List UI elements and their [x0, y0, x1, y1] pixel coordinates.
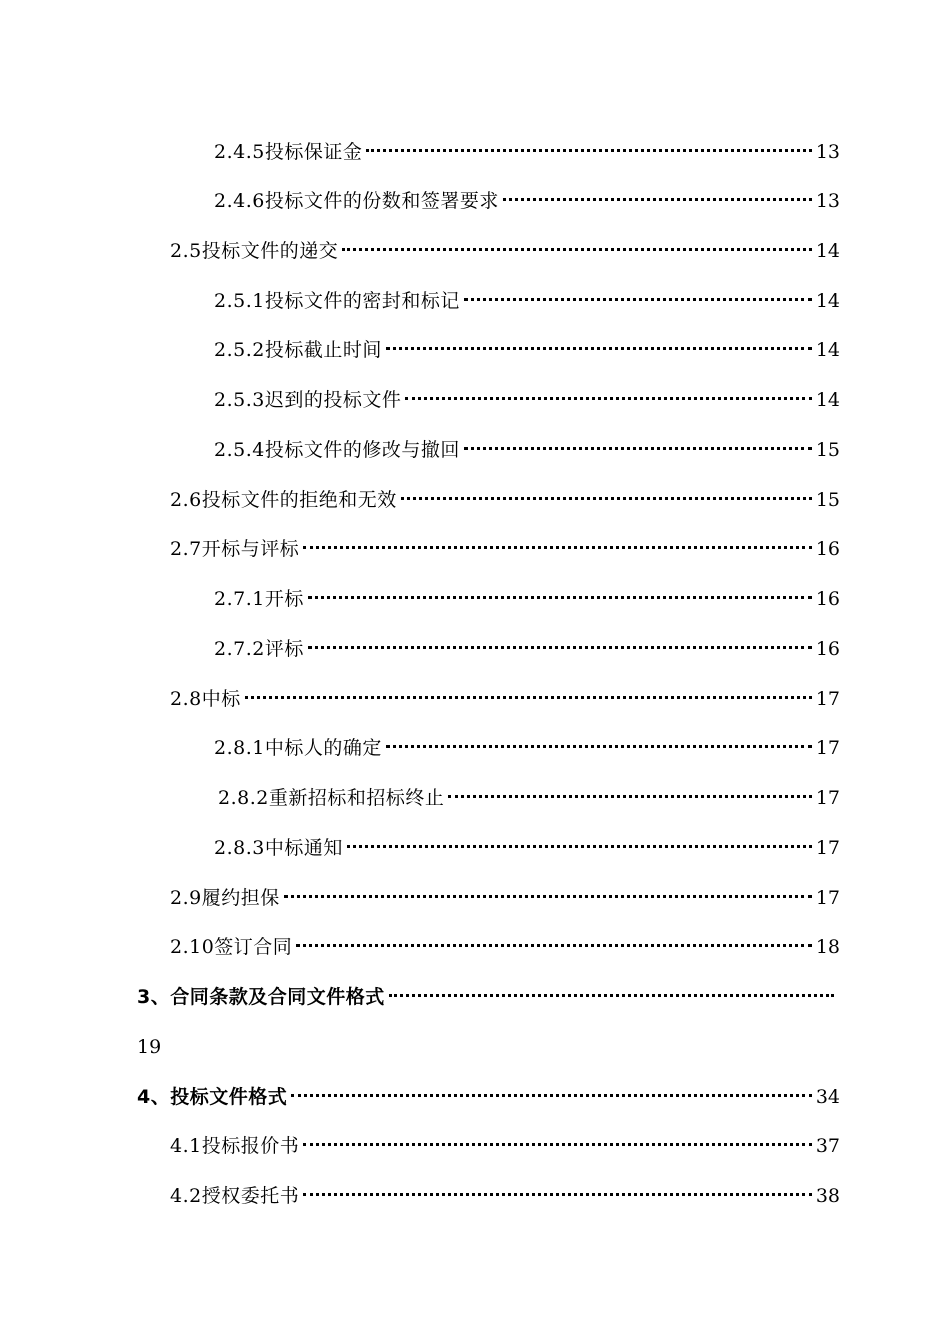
toc-leader	[386, 745, 812, 748]
toc-leader	[464, 447, 812, 450]
toc-entry-title: 4、投标文件格式	[137, 1086, 288, 1108]
toc-entry-title: 2.8.2重新招标和招标终止	[218, 787, 445, 809]
toc-leader	[464, 298, 812, 301]
toc-entry-title: 2.10签订合同	[170, 936, 293, 958]
toc-entry[interactable]	[214, 137, 840, 167]
toc-leader	[389, 994, 834, 997]
toc-entry-title: 4.2授权委托书	[170, 1185, 300, 1207]
toc-leader	[386, 347, 812, 350]
toc-entry-title: 2.5投标文件的递交	[170, 240, 339, 262]
toc-entry-page: 16	[815, 588, 840, 610]
toc-entry-page: 17	[815, 737, 840, 759]
toc-entry[interactable]	[170, 932, 840, 962]
toc-entry-title: 2.8.3中标通知	[214, 837, 343, 859]
toc-entry-page: 17	[815, 837, 840, 859]
toc-entry-title: 2.9履约担保	[170, 887, 280, 909]
toc-entry-title: 2.4.5投标保证金	[214, 141, 363, 163]
toc-entry[interactable]	[214, 286, 840, 316]
toc-entry-page: 15	[815, 489, 840, 511]
toc-entry[interactable]	[214, 833, 840, 863]
toc-entry[interactable]	[170, 1181, 840, 1211]
toc-entry[interactable]	[214, 435, 840, 465]
toc-entry-page: 18	[815, 936, 840, 958]
toc-entry[interactable]	[214, 584, 840, 614]
toc-entry-title: 3、合同条款及合同文件格式	[137, 986, 385, 1008]
toc-leader	[303, 546, 812, 549]
toc-entry[interactable]	[214, 385, 840, 415]
toc-entry-page: 14	[815, 389, 840, 411]
toc-entry-page: 13	[815, 190, 840, 212]
toc-entry[interactable]	[214, 733, 840, 763]
toc-entry[interactable]	[170, 883, 840, 913]
toc-leader	[291, 1094, 812, 1097]
toc-entry-title: 2.8中标	[170, 688, 241, 710]
toc-entry-title: 2.5.3迟到的投标文件	[214, 389, 402, 411]
toc-entry[interactable]	[170, 684, 840, 714]
toc-entry-title: 2.7.1开标	[214, 588, 304, 610]
toc-leader	[296, 944, 812, 947]
toc-entry-title: 2.7.2评标	[214, 638, 304, 660]
toc-entry-page: 16	[815, 538, 840, 560]
toc-entry-chapter[interactable]	[137, 982, 838, 1012]
toc-leader	[245, 696, 812, 699]
toc-entry-title: 2.7开标与评标	[170, 538, 300, 560]
toc-leader	[284, 895, 812, 898]
toc-entry-page: 34	[815, 1086, 840, 1108]
toc-entry-page: 17	[815, 688, 840, 710]
toc-entry-page: 16	[815, 638, 840, 660]
toc-entry-page: 15	[815, 439, 840, 461]
toc-entry[interactable]	[218, 783, 840, 813]
toc-leader	[448, 795, 811, 798]
toc-entry-title: 2.8.1中标人的确定	[214, 737, 382, 759]
toc-entry-page-wrapped: 19	[137, 1036, 162, 1058]
toc-entry-title: 2.5.4投标文件的修改与撤回	[214, 439, 460, 461]
toc-leader	[405, 397, 811, 400]
toc-entry-page: 17	[815, 787, 840, 809]
toc-leader	[303, 1143, 812, 1146]
toc-leader	[342, 248, 812, 251]
toc-entry[interactable]	[170, 485, 840, 515]
toc-entry[interactable]	[214, 186, 840, 216]
toc-leader	[401, 497, 812, 500]
toc-entry-page: 14	[815, 290, 840, 312]
toc-entry-title: 2.4.6投标文件的份数和签署要求	[214, 190, 499, 212]
toc-leader	[308, 646, 812, 649]
toc-entry-chapter[interactable]	[137, 1082, 840, 1112]
toc-entry-title: 2.5.2投标截止时间	[214, 339, 382, 361]
toc-entry-title: 4.1投标报价书	[170, 1135, 300, 1157]
toc-entry-page: 17	[815, 887, 840, 909]
toc-leader	[308, 596, 812, 599]
toc-entry[interactable]	[214, 335, 840, 365]
toc-leader	[347, 845, 812, 848]
toc-entry[interactable]	[214, 634, 840, 664]
toc-leader	[503, 198, 812, 201]
toc-entry-title: 2.5.1投标文件的密封和标记	[214, 290, 460, 312]
toc-entry[interactable]	[170, 1131, 840, 1161]
toc-entry[interactable]	[170, 236, 840, 266]
toc-leader	[366, 149, 811, 152]
toc-entry-page: 14	[815, 240, 840, 262]
toc-entry-page: 13	[815, 141, 840, 163]
toc-entry-page: 14	[815, 339, 840, 361]
toc-entry-title: 2.6投标文件的拒绝和无效	[170, 489, 397, 511]
toc-entry[interactable]	[170, 534, 840, 564]
toc-entry-page: 37	[815, 1135, 840, 1157]
toc-entry-page: 38	[815, 1185, 840, 1207]
toc-leader	[303, 1193, 812, 1196]
